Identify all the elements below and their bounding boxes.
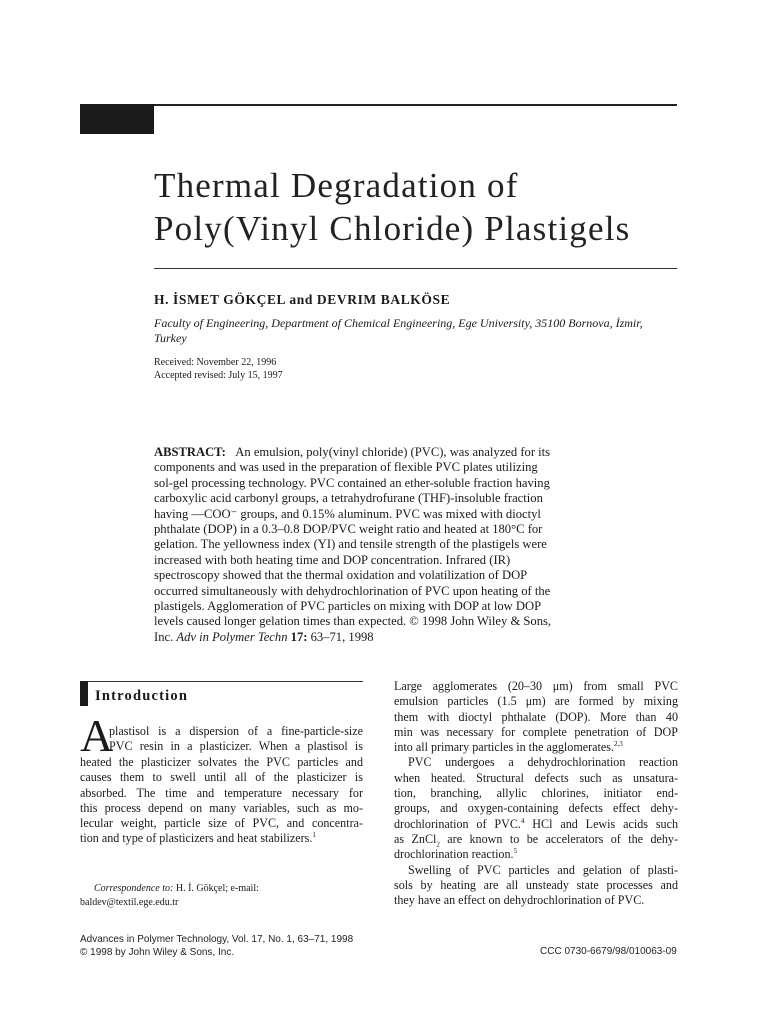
correspondence-email: baldev@textil.ege.edu.tr xyxy=(80,896,179,908)
affiliation xyxy=(154,316,684,346)
accepted-date: Accepted revised: July 15, 1997 xyxy=(154,370,283,381)
abstract-line: phthalate (DOP) in a 0.3–0.8 DOP/PVC weight ratio and heated at 180°C for xyxy=(154,522,543,537)
abstract-citation: Inc. Adv in Polymer Techn 17: 63–71, 1998 xyxy=(154,629,374,644)
text-line: sols by heating are all unsteady state processes and xyxy=(394,877,678,892)
text-line: drochlorination reaction.$^5$ xyxy=(394,847,518,862)
abstract-line: components and was used in the preparation of flexible PVC plates utilizing xyxy=(154,460,538,475)
right-column-text xyxy=(394,679,678,908)
reference-mark: 4 xyxy=(520,816,525,825)
text-line: this process depend on many variables, such as mo- xyxy=(80,800,363,815)
text-line: drochlorination of PVC.$^4$ HCl and Lewis acids such xyxy=(394,816,679,831)
drop-cap: A xyxy=(80,710,114,761)
text-line: lecular weight, particle size of PVC, and concentra- xyxy=(80,816,363,831)
chapter-tab-block xyxy=(80,104,154,134)
reference-mark: 5 xyxy=(513,847,518,856)
abstract-line: gelation. The yellowness index (YI) and tensile strength of the plastigels were xyxy=(154,537,547,552)
text-line: min was necessary for complete penetration of DOP xyxy=(394,724,678,739)
text-line: plastisol is a dispersion of a fine-particle-size xyxy=(109,724,363,738)
intro-paragraph xyxy=(80,755,363,847)
abstract-line: sol-gel processing technology. PVC contained an ether-soluble fraction having xyxy=(154,475,550,490)
abstract-line: occurred simultaneously with dehydrochlorination of PVC upon heating of the xyxy=(154,583,551,598)
title-line-1: Thermal Degradation of xyxy=(154,166,519,205)
affiliation-line-2: Turkey xyxy=(154,331,187,345)
text-line: PVC undergoes a dehydrochlorination reaction xyxy=(408,755,678,770)
title-rule xyxy=(154,268,677,269)
correspondence-label: Correspondence to: xyxy=(94,883,174,894)
abstract-line: levels caused longer gelation times than expected. © 1998 John Wiley & Sons, xyxy=(154,614,552,629)
section-heading-introduction: Introduction xyxy=(95,688,189,704)
text-line: tion, branching, allylic chlorines, initiator end- xyxy=(394,786,678,801)
text-line: when heated. Structural defects such as unsatura- xyxy=(394,770,678,785)
title-line-2: Poly(Vinyl Chloride) Plastigels xyxy=(154,209,631,248)
text-line: Swelling of PVC particles and gelation of plasti- xyxy=(408,862,678,877)
correspondence-note: Correspondence to: H. İ. Gökçel; e-mail: baldev@textil.ege.edu.tr xyxy=(80,882,363,909)
text-line: tion and type of plasticizers and heat stabilizers.$^1$ xyxy=(80,831,316,846)
header-rule xyxy=(80,104,677,106)
abstract-label: ABSTRACT: xyxy=(154,445,226,459)
intro-paragraph-start xyxy=(109,724,363,755)
text-line: Large agglomerates (20–30 μm) from small PVC xyxy=(394,679,678,693)
affiliation-line-1: Faculty of Engineering, Department of Chemical Engineering, Ege University, 35100 Bornova, İzmir, xyxy=(154,316,643,330)
text-line: they have an effect on dehydrochlorination of PVC. xyxy=(394,893,645,908)
text-line: them with dioctyl phthalate (DOP). More than 40 xyxy=(394,709,678,724)
text-line: absorbed. The time and temperature necessary for xyxy=(80,785,363,800)
section-marker-bar xyxy=(80,681,88,706)
article-dates xyxy=(154,356,283,382)
text-line: emulsion particles (1.5 μm) are formed by mixing xyxy=(394,694,678,709)
abstract-line: carboxylic acid carbonyl groups, a tetrahydrofurane (THF)-insoluble fraction xyxy=(154,491,543,506)
text-line: groups, and oxygen-containing defects effect dehy- xyxy=(394,801,678,816)
reference-mark: 1 xyxy=(312,831,316,840)
received-date: Received: November 22, 1996 xyxy=(154,357,277,368)
journal-name: Adv in Polymer Techn xyxy=(176,629,288,644)
abstract-line: spectroscopy showed that the thermal oxidation and volatilization of DOP xyxy=(154,568,528,583)
text-line: causes them to swell until all of the plasticizer is xyxy=(80,770,363,785)
section-rule xyxy=(80,681,363,682)
footer-ccc-code: CCC 0730-6679/98/010063-09 xyxy=(540,946,677,957)
abstract-line: ABSTRACT: An emulsion, poly(vinyl chloride) (PVC), was analyzed for its xyxy=(154,445,551,459)
text-line: as ZnCl$_2$ are known to be accelerators of the dehy- xyxy=(394,831,678,849)
footer-journal-info xyxy=(80,933,353,959)
abstract-line: having —COO⁻ groups, and 0.15% aluminum. PVC was mixed with dioctyl xyxy=(154,506,541,521)
footer-copyright: © 1998 by John Wiley & Sons, Inc. xyxy=(80,947,235,958)
abstract xyxy=(154,445,614,645)
reference-mark: 2,3 xyxy=(613,740,623,749)
text-line: into all primary particles in the agglomerates.$^{2,3}$ xyxy=(394,740,623,755)
text-line: heated the plasticizer solvates the PVC particles and xyxy=(80,755,363,769)
abstract-line: plastigels. Agglomeration of PVC particles on mixing with DOP at low DOP xyxy=(154,599,542,614)
article-title xyxy=(154,164,694,250)
footer-journal-line: Advances in Polymer Technology, Vol. 17, No. 1, 63–71, 1998 xyxy=(80,934,354,945)
abstract-line: increased with both heating time and DOP concentration. Infrared (IR) xyxy=(154,552,511,567)
authors: H. İSMET GÖKÇEL and DEVRIM BALKÖSE xyxy=(154,292,451,307)
text-line: PVC resin in a plasticizer. When a plastisol is xyxy=(109,739,363,754)
